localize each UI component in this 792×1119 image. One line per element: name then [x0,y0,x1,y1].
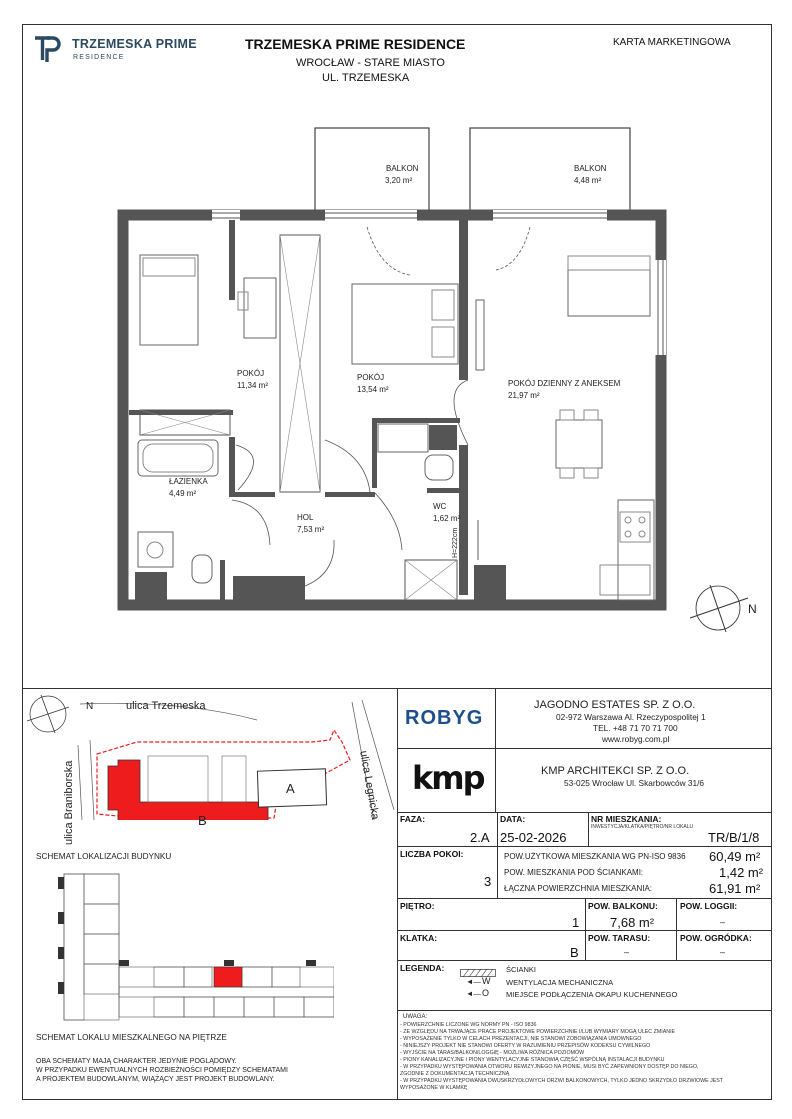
location-map [22,690,397,828]
pow-laczna-value: 61,91 m² [709,881,761,896]
balkon-value: 7,68 m² [610,915,655,930]
balkon-divider [676,898,677,960]
room-2-name: POKÓJ [357,373,385,382]
balcony-left-name: BALKON [386,164,419,173]
note-line-9: - W PRZYPADKU WYSTĘPOWANIA DWUSKRZYDŁOWYCH DRZWI BALKONOWYCH, TYLKO JEDNO SKRZYDŁO DRZWIOWE JEST [400,1078,724,1084]
pow-skos-label: POW. MIESZKANIA POD ŚCIANKAMI: [504,868,644,877]
ventilation-arrow-icon: ◄— [466,977,481,986]
note-line-4: - NINIEJSZY PROJEKT NIE STANOWI OFERTY W RAZUMIENIU PRZEPISÓW KODEKSU CYWILNEGO [400,1043,651,1049]
room-4-area: 4,49 m² [169,489,197,498]
pokoje-label: LICZBA POKOI: [400,849,464,859]
note-line-7: - W PRZYPADKU WYSTĘPOWANIA OTWORU REWIZYJNEGO NA PIONIE, MUSI BYĆ ZAPEWNIONY DOSTĘP DO NIEGO, [400,1064,699,1070]
legend-item-vent: WENTYLACJA MECHANICZNA [506,978,614,987]
ogrodek-value: – [720,947,726,957]
faza-label: FAZA: [400,814,426,824]
pietro-value: 1 [572,915,580,930]
data-divider [588,812,589,846]
legenda-label: LEGENDA: [400,963,445,973]
balcony-left-area: 3,20 m² [385,176,413,185]
faza-value: 2.A [470,830,490,845]
legend-divider [397,1010,772,1011]
page-title: TRZEMESKA PRIME RESIDENCE [245,36,466,52]
room-3-area: 21,97 m² [508,391,540,400]
note-line-3: - WYPOSAŻENIE TYLKO W CELACH PREZENTACJI, NIE STANOWI ZOBOWIĄZANIA UMOWNEGO [400,1036,642,1042]
legend-item-hood: MIEJSCE PODŁĄCZENIA OKAPU KUCHENNEGO [506,990,678,999]
map-north-label: N [86,701,94,712]
doc-type: KARTA MARKETINGOWA [613,37,731,48]
data-label: DATA: [500,814,526,824]
row1-divider [397,846,772,847]
room-1-area: 11,34 m² [237,381,268,390]
pietro-label: PIĘTRO: [400,901,435,911]
room-1-name: POKÓJ [237,369,265,378]
caption-building: SCHEMAT LOKALIZACJI BUDYNKU [36,852,172,861]
plan-north-label: N [748,602,757,616]
room-5-area: 7,53 m² [297,525,325,534]
note-line-1: - POWIERZCHNIE LICZONE WG NORMY PN - ISO 9836 [400,1022,537,1028]
architect-address: 53-025 Wrocław Ul. Skarbowców 31/6 [564,778,705,788]
logo-main: TRZEMESKA PRIME [72,37,197,51]
architect-name: KMP ARCHITEKCI SP. Z O.O. [541,765,690,777]
room-2-area: 13,54 m² [357,385,389,394]
street-right-label: ulica Legnicka [357,749,382,821]
disclaimer-line-1: OBA SCHEMATY MAJĄ CHARAKTER JEDYNIE POGLĄDOWY. [36,1058,237,1065]
disclaimer-line-2: W PRZYPADKU EWENTUALNYCH ROZBIEŻNOŚCI POMIĘDZY SCHEMATAMI [36,1067,288,1074]
developer-phone: TEL. +48 71 70 71 700 [593,723,678,733]
room-4-name: ŁAZIENKA [169,477,208,486]
legend-w: W [482,976,491,986]
balcony-right-name: BALKON [574,164,607,173]
height-label: H=222cm [452,527,459,558]
room-5-name: HOL [297,513,314,522]
column-divider [397,688,398,1100]
row3-divider [397,930,772,931]
developer-name: JAGODNO ESTATES SP. Z O.O. [534,699,696,711]
ogrodek-label: POW. OGRÓDKA: [680,933,752,943]
caption-floor: SCHEMAT LOKALU MIESZKALNEGO NA PIĘTRZE [36,1033,227,1042]
data-value: 25-02-2026 [500,830,567,845]
klatka-label: KLATKA: [400,933,438,943]
pow-uzyt-value: 60,49 m² [709,849,761,864]
building-a-label: A [286,781,295,796]
architect-divider [397,812,772,813]
legend-o: O [482,988,490,998]
note-line-2: - ZE WZGLĘDU NA TRWAJĄCE PRACE PROJEKTOWE POWIERZCHNIE I/LUB WYMIARY MOGĄ ULEC ZMIANIE [400,1029,676,1035]
klatka-value: B [570,945,579,960]
room-6-area: 1,62 m² [433,514,461,523]
legend-item-walls: ŚCIANKI [506,965,537,974]
street-top-label: ulica Trzemeska [126,700,206,712]
developer-divider [397,748,772,749]
pietro-divider [585,898,586,960]
floor-scheme [44,872,334,1027]
developer-address: 02-972 Warszawa Al. Rzeczypospolitej 1 [556,712,706,722]
robyg-logo: ROBYG [405,707,484,729]
taras-value: – [624,947,630,957]
kmp-logo: kmp [412,759,484,797]
pow-uzyt-label: POW.UŻYTKOWA MIESZKANIA WG PN-ISO 9836 [504,852,686,861]
disclaimer-line-3: A PROJEKTEM BUDOWLANYM, WIĄŻĄCY JEST PROJEKT BUDOWLANY. [36,1076,275,1083]
nr-value: TR/B/1/8 [708,830,760,845]
city-line: WROCŁAW - STARE MIASTO [296,57,445,69]
row4-divider [397,960,772,961]
pow-skos-value: 1,42 m² [719,865,764,880]
building-b-label: B [198,813,207,828]
pokoje-divider [497,846,498,898]
pokoje-value: 3 [484,874,492,889]
pow-laczna-label: ŁĄCZNA POWIERZCHNIA MIESZKANIA: [504,884,653,893]
balcony-right-area: 4,48 m² [574,176,602,185]
note-line-6: - PIONY KANALIZACYJNE I PIONY WENTYLACYJNE STANOWIĄ CZĘŚĆ WSPÓLNĄ INSTALACJI BUDYNKU [400,1057,665,1063]
notes-title: UWAGA: [403,1014,428,1020]
balkon-label: POW. BALKONU: [588,901,658,911]
taras-label: POW. TARASU: [588,933,651,943]
developer-web: www.robyg.com.pl [602,734,670,744]
nr-label: NR MIESZKANIA: [591,814,662,824]
loggia-label: POW. LOGGII: [680,901,738,911]
street-left-label: ulica Braniborska [63,760,75,845]
hood-arrow-icon: ◄— [466,989,481,998]
logo-sub: RESIDENCE [73,54,125,61]
note-line-10: WYPOSAŻONE W KLAMKĘ [400,1085,468,1091]
street-line: UL. TRZEMESKA [322,72,410,84]
logo-column-divider [495,688,496,812]
loggia-value: – [720,917,726,927]
room-3-name: POKÓJ DZIENNY Z ANEKSEM [508,379,621,388]
note-line-5: - WYJŚCIE NA TARAS/BALKON/LOGGIĘ - MOŻLIWA RÓŻNICA POZIOMÓW [400,1050,585,1056]
room-6-name: WC [433,502,447,511]
note-line-8: ZGODNIE Z DOKUMENTACJĄ TECHNICZNĄ [400,1071,510,1077]
faza-divider [497,812,498,846]
nr-sub: INWESTYCJA/KLATKA/PIĘTRO/NR LOKALU [591,824,694,830]
